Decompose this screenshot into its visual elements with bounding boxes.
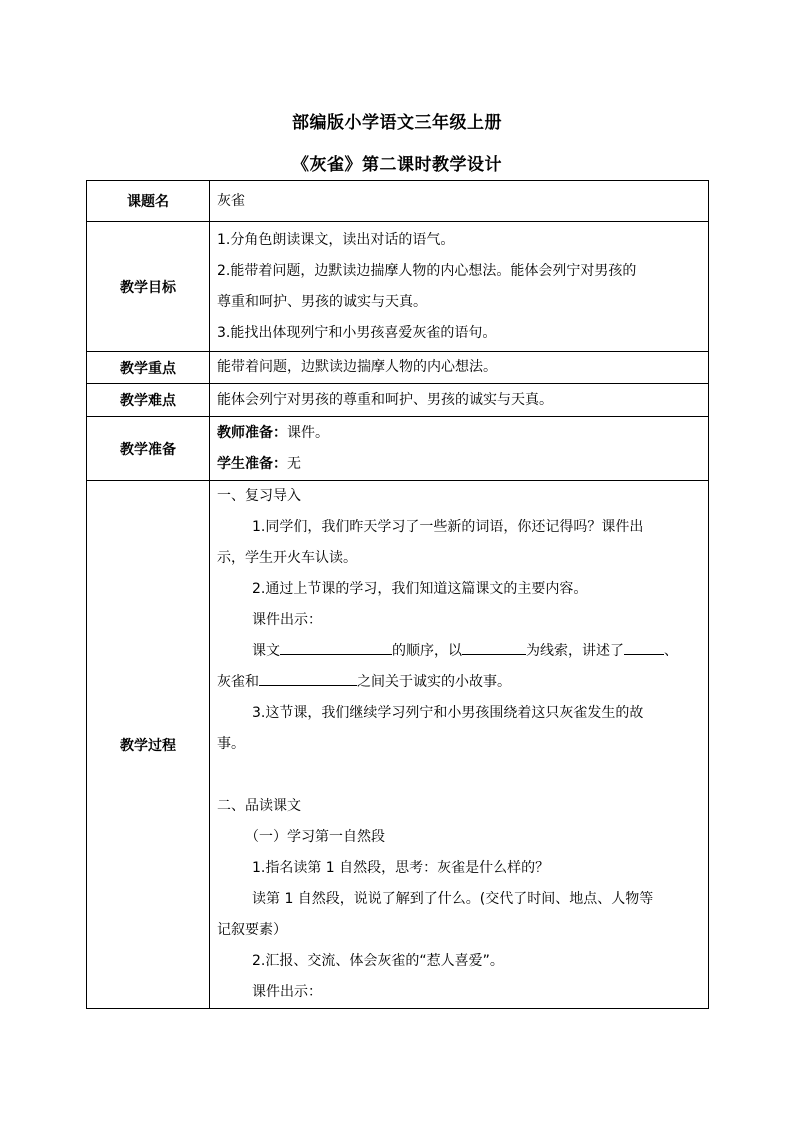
section-heading: 二、品读课文 <box>217 798 301 814</box>
blank-line <box>624 639 664 655</box>
row-difficulties <box>87 384 709 417</box>
goal-item: 2.能带着问题，边默读边揣摩人物的内心想法。能体会列宁对男孩的 <box>217 262 637 279</box>
paragraph: 2.通过上节课的学习，我们知道这篇课文的主要内容。 <box>252 581 588 597</box>
goal-item: 3.能找出体现列宁和小男孩喜爱灰雀的语句。 <box>217 324 497 341</box>
paragraph: 读第 1 自然段，说说了解到了什么。(交代了时间、地点、人物等 <box>252 891 654 907</box>
difficulties-label: 教学难点 <box>87 384 210 417</box>
process-label: 教学过程 <box>87 481 210 1009</box>
topic-label: 课题名 <box>87 181 210 222</box>
paragraph: 示，学生开火车认读。 <box>217 550 357 566</box>
fill-in-exercise: 课文 的顺序，以 为线索，讲述了 、 <box>217 636 702 667</box>
key-points-label: 教学重点 <box>87 352 210 384</box>
paragraph: 事。 <box>217 736 245 752</box>
goal-item: 尊重和呵护、男孩的诚实与天真。 <box>217 293 427 310</box>
doc-title: 部编版小学语文三年级上册 <box>292 113 502 133</box>
teacher-prep-label: 教师准备： <box>217 424 287 441</box>
row-preparation <box>87 417 709 481</box>
topic-value: 灰雀 <box>210 181 709 222</box>
lesson-plan-table <box>86 180 709 1009</box>
student-prep-value: 无 <box>287 455 301 472</box>
doc-subtitle: 《灰雀》第二课时教学设计 <box>292 155 502 175</box>
student-prep-label: 学生准备： <box>217 455 287 472</box>
blank-line <box>259 670 357 686</box>
preparation-label: 教学准备 <box>87 417 210 481</box>
row-key-points <box>87 352 709 384</box>
paragraph: 记叙要素） <box>217 922 287 938</box>
key-points-value: 能带着问题，边默读边揣摩人物的内心想法。 <box>210 352 709 384</box>
section-heading: 一、复习导入 <box>217 488 301 504</box>
difficulties-value: 能体会列宁对男孩的尊重和呵护、男孩的诚实与天真。 <box>210 384 709 417</box>
paragraph: 2.汇报、交流、体会灰雀的“惹人喜爱”。 <box>252 953 504 969</box>
blank-line <box>280 639 392 655</box>
paragraph: 1.同学们，我们昨天学习了一些新的词语，你还记得吗？课件出 <box>252 519 644 535</box>
paragraph: 3.这节课，我们继续学习列宁和小男孩围绕着这只灰雀发生的故 <box>252 705 644 721</box>
fill-in-exercise: 灰雀和 之间关于诚实的小故事。 <box>217 667 702 698</box>
row-topic <box>87 181 709 222</box>
preparation-value <box>210 417 709 481</box>
process-content <box>210 481 709 1009</box>
goal-item: 1.分角色朗读课文，读出对话的语气。 <box>217 231 455 248</box>
goals-label: 教学目标 <box>87 222 210 352</box>
teacher-prep-value: 课件。 <box>287 424 329 441</box>
subsection-heading: （一）学习第一自然段 <box>245 829 385 845</box>
row-goals <box>87 222 709 352</box>
courseware-label: 课件出示： <box>252 984 322 1000</box>
goals-list <box>210 222 709 352</box>
paragraph: 1.指名读第 1 自然段，思考：灰雀是什么样的？ <box>252 860 550 876</box>
courseware-label: 课件出示： <box>252 612 322 628</box>
blank-line <box>462 639 526 655</box>
row-process <box>87 481 709 1009</box>
